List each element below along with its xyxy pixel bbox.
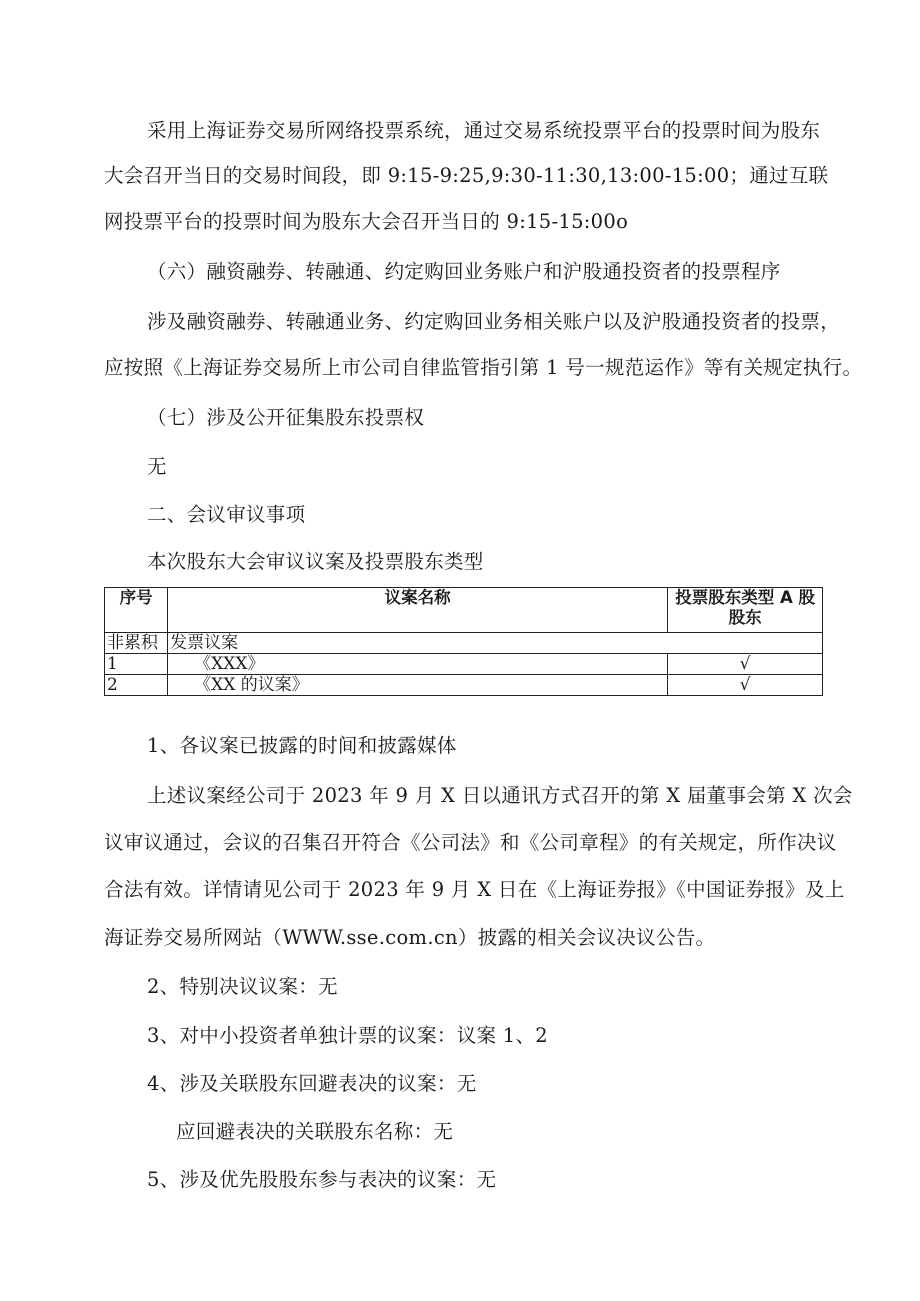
row-check-mark: √ — [668, 654, 823, 675]
paragraph-disclosure: 合法有效。详情请见公司于 2023 年 9 月 X 日在《上海证券报》《中国证券报》及上 — [104, 878, 845, 901]
table-row — [105, 675, 823, 696]
item-4: 4、涉及关联股东回避表决的议案：无 — [147, 1072, 477, 1095]
row-check-mark: √ — [668, 675, 823, 696]
paragraph-voting-system: 采用上海证券交易所网络投票系统，通过交易系统投票平台的投票时间为股东 — [147, 119, 821, 142]
item-5: 5、涉及优先股股东参与表决的议案：无 — [147, 1168, 497, 1191]
paragraph-margin-trading: 涉及融资融券、转融通业务、约定购回业务相关账户以及沪股通投资者的投票， — [147, 310, 841, 333]
row-no: 1 — [105, 654, 168, 675]
section-heading-6: （六）融资融券、转融通、约定购回业务账户和沪股通投资者的投票程序 — [147, 260, 781, 283]
group-label: 非累积 — [105, 633, 168, 654]
section-heading-7: （七）涉及公开征集股东投票权 — [147, 406, 425, 429]
table-group-row — [105, 633, 823, 654]
header-no: 序号 — [105, 588, 168, 633]
item-4-detail: 应回避表决的关联股东名称：无 — [176, 1120, 454, 1143]
table-row — [105, 654, 823, 675]
header-name: 议案名称 — [168, 588, 668, 633]
header-vote-type-line1: 投票股东类型 A 股 — [675, 588, 815, 607]
paragraph-website: 海证券交易所网站（WWW.sse.com.cn）披露的相关会议决议公告。 — [104, 926, 716, 949]
paragraph-board-approval: 上述议案经公司于 2023 年 9 月 X 日以通讯方式召开的第 X 届董事会第 X 次会 — [147, 784, 853, 807]
item-3: 3、对中小投资者单独计票的议案：议案 1、2 — [147, 1024, 549, 1047]
group-text: 发票议案 — [168, 633, 823, 654]
section-heading-2: 二、会议审议事项 — [147, 503, 306, 526]
paragraph-guideline: 应按照《上海证券交易所上市公司自律监管指引第 1 号一规范运作》等有关规定执行。 — [104, 356, 863, 379]
row-name: 《XXX》 — [168, 654, 668, 675]
paragraph-internet-voting: 网投票平台的投票时间为股东大会召开当日的 9:15-15:00o — [104, 210, 629, 233]
paragraph-voting-time: 大会召开当日的交易时间段，即 9:15-9:25,9:30-11:30,13:00-15:00；通过互联 — [104, 164, 829, 187]
item-2: 2、特别决议议案：无 — [147, 975, 338, 998]
header-vote-type-line2: 股东 — [728, 608, 762, 627]
paragraph-board-approval-2: 议审议通过，会议的召集召开符合《公司法》和《公司章程》的有关规定，所作决议 — [104, 831, 837, 854]
row-no: 2 — [105, 675, 168, 696]
item-1-heading: 1、各议案已披露的时间和披露媒体 — [147, 734, 457, 757]
proposal-table — [104, 587, 823, 696]
header-vote-type — [668, 588, 823, 633]
paragraph-none: 无 — [147, 455, 167, 478]
table-caption: 本次股东大会审议议案及投票股东类型 — [147, 550, 484, 573]
table-header-row — [105, 588, 823, 633]
row-name: 《XX 的议案》 — [168, 675, 668, 696]
